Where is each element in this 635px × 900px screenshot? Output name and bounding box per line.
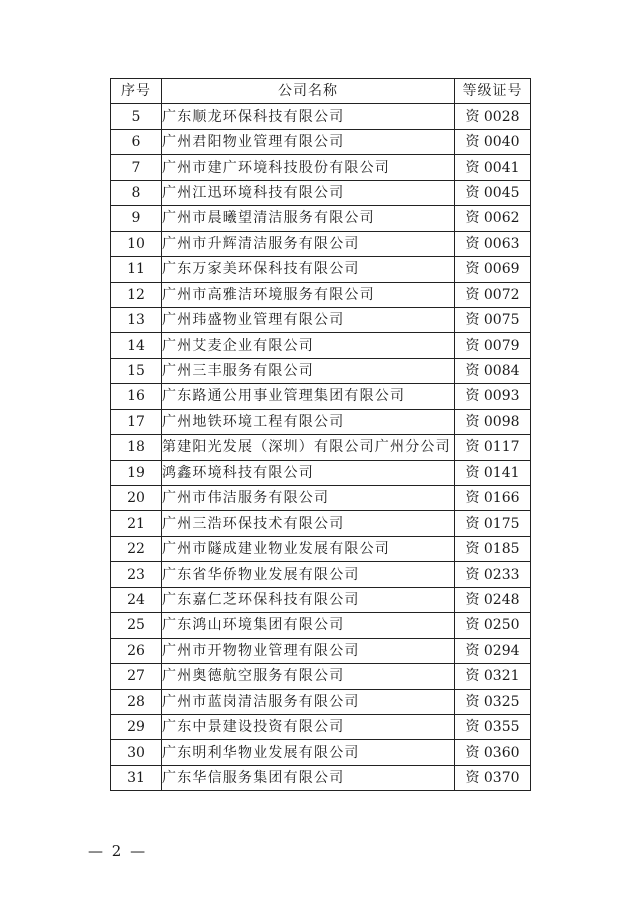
cert-number: 资 0355: [455, 714, 531, 739]
table-row: [111, 536, 531, 561]
page-number: — 2 —: [88, 842, 148, 860]
row-index: 8: [111, 180, 162, 205]
cert-number: 资 0248: [455, 587, 531, 612]
table-row: [111, 104, 531, 129]
table-row: [111, 435, 531, 460]
table-row: [111, 562, 531, 587]
company-name: 广东路通公用事业管理集团有限公司: [162, 384, 455, 409]
company-name: 鸿鑫环境科技有限公司: [162, 460, 455, 485]
cert-number: 资 0098: [455, 409, 531, 434]
header-company: 公司名称: [162, 79, 455, 104]
company-name: 广州玮盛物业管理有限公司: [162, 307, 455, 332]
company-name: 广州市建广环境科技股份有限公司: [162, 155, 455, 180]
cert-number: 资 0041: [455, 155, 531, 180]
table-row: [111, 486, 531, 511]
table-row: [111, 511, 531, 536]
row-index: 26: [111, 638, 162, 663]
cert-number: 资 0294: [455, 638, 531, 663]
company-name: 广州地铁环境工程有限公司: [162, 409, 455, 434]
cert-number: 资 0075: [455, 307, 531, 332]
company-name: 广东明利华物业发展有限公司: [162, 740, 455, 765]
row-index: 11: [111, 257, 162, 282]
row-index: 5: [111, 104, 162, 129]
table-row: [111, 282, 531, 307]
cert-number: 资 0084: [455, 358, 531, 383]
company-name: 广州市伟洁服务有限公司: [162, 486, 455, 511]
row-index: 19: [111, 460, 162, 485]
row-index: 15: [111, 358, 162, 383]
company-name: 广州市开物物业管理有限公司: [162, 638, 455, 663]
company-name: 广州君阳物业管理有限公司: [162, 129, 455, 154]
company-name: 广东省华侨物业发展有限公司: [162, 562, 455, 587]
row-index: 20: [111, 486, 162, 511]
table-row: [111, 155, 531, 180]
cert-number: 资 0040: [455, 129, 531, 154]
row-index: 31: [111, 765, 162, 790]
table-row: [111, 638, 531, 663]
company-name: 广东万家美环保科技有限公司: [162, 257, 455, 282]
table-row: [111, 765, 531, 790]
row-index: 7: [111, 155, 162, 180]
table-row: [111, 129, 531, 154]
table-row: [111, 664, 531, 689]
cert-number: 资 0141: [455, 460, 531, 485]
company-name: 广州市升辉清洁服务有限公司: [162, 231, 455, 256]
company-name: 广东中景建设投资有限公司: [162, 714, 455, 739]
cert-number: 资 0117: [455, 435, 531, 460]
row-index: 24: [111, 587, 162, 612]
company-name: 广州市晨曦望清洁服务有限公司: [162, 206, 455, 231]
table-row: [111, 307, 531, 332]
table-row: [111, 587, 531, 612]
cert-number: 资 0063: [455, 231, 531, 256]
company-name: 广州江迅环境科技有限公司: [162, 180, 455, 205]
row-index: 12: [111, 282, 162, 307]
table-row: [111, 460, 531, 485]
company-name: 第建阳光发展（深圳）有限公司广州分公司: [162, 435, 455, 460]
table-row: [111, 257, 531, 282]
company-name: 广州三浩环保技术有限公司: [162, 511, 455, 536]
cert-number: 资 0079: [455, 333, 531, 358]
company-name: 广东鸿山环境集团有限公司: [162, 613, 455, 638]
row-index: 29: [111, 714, 162, 739]
company-name: 广东嘉仁芝环保科技有限公司: [162, 587, 455, 612]
row-index: 28: [111, 689, 162, 714]
row-index: 17: [111, 409, 162, 434]
row-index: 25: [111, 613, 162, 638]
table-row: [111, 206, 531, 231]
table-row: [111, 409, 531, 434]
table-row: [111, 689, 531, 714]
cert-number: 资 0093: [455, 384, 531, 409]
company-name: 广州奥德航空服务有限公司: [162, 664, 455, 689]
table-row: [111, 740, 531, 765]
cert-number: 资 0175: [455, 511, 531, 536]
header-row: [111, 79, 531, 104]
company-name: 广州市蓝岗清洁服务有限公司: [162, 689, 455, 714]
cert-number: 资 0250: [455, 613, 531, 638]
row-index: 21: [111, 511, 162, 536]
row-index: 18: [111, 435, 162, 460]
cert-number: 资 0370: [455, 765, 531, 790]
company-name: 广州市高雅洁环境服务有限公司: [162, 282, 455, 307]
row-index: 23: [111, 562, 162, 587]
table-row: [111, 231, 531, 256]
row-index: 6: [111, 129, 162, 154]
company-name: 广州市隧成建业物业发展有限公司: [162, 536, 455, 561]
cert-number: 资 0062: [455, 206, 531, 231]
company-name: 广州艾麦企业有限公司: [162, 333, 455, 358]
cert-number: 资 0233: [455, 562, 531, 587]
row-index: 22: [111, 536, 162, 561]
company-table: [110, 78, 531, 791]
cert-number: 资 0069: [455, 257, 531, 282]
table-row: [111, 358, 531, 383]
cert-number: 资 0321: [455, 664, 531, 689]
cert-number: 资 0185: [455, 536, 531, 561]
header-index: 序号: [111, 79, 162, 104]
cert-number: 资 0325: [455, 689, 531, 714]
row-index: 9: [111, 206, 162, 231]
table-row: [111, 714, 531, 739]
cert-number: 资 0360: [455, 740, 531, 765]
company-name: 广东顺龙环保科技有限公司: [162, 104, 455, 129]
row-index: 16: [111, 384, 162, 409]
table-row: [111, 180, 531, 205]
cert-number: 资 0166: [455, 486, 531, 511]
row-index: 30: [111, 740, 162, 765]
company-name: 广州三丰服务有限公司: [162, 358, 455, 383]
row-index: 27: [111, 664, 162, 689]
row-index: 14: [111, 333, 162, 358]
cert-number: 资 0028: [455, 104, 531, 129]
table-row: [111, 613, 531, 638]
header-cert: 等级证号: [455, 79, 531, 104]
row-index: 13: [111, 307, 162, 332]
table-row: [111, 333, 531, 358]
row-index: 10: [111, 231, 162, 256]
cert-number: 资 0072: [455, 282, 531, 307]
cert-number: 资 0045: [455, 180, 531, 205]
company-name: 广东华信服务集团有限公司: [162, 765, 455, 790]
table-row: [111, 384, 531, 409]
